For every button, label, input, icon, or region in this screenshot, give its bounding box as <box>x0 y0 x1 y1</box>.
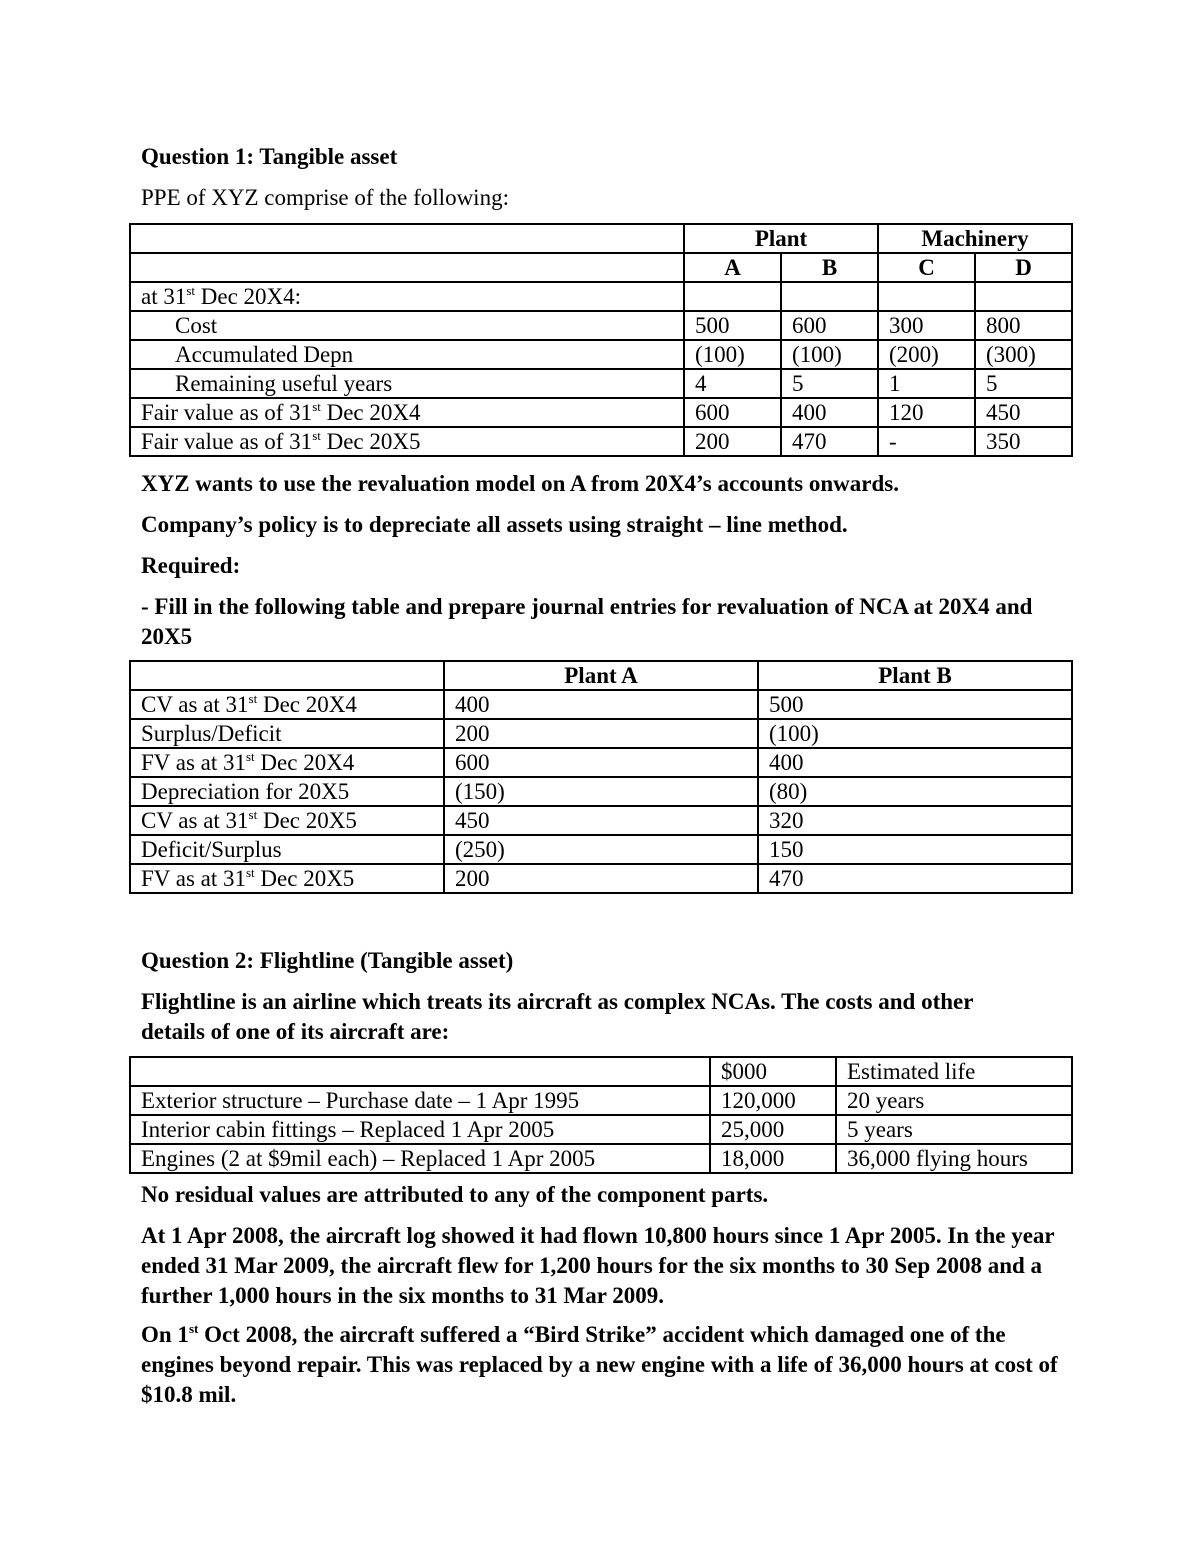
table-row <box>130 690 1072 719</box>
q2-paragraph-bird-strike: On 1st Oct 2008, the aircraft suffered a “Bird Strike” accident which damaged one of the engines beyond repair. This was replaced by a new engine with a life of 36,000 hours at cost of $10.8 mil. <box>141 1321 1058 1407</box>
cell-value: (80) <box>758 777 1072 806</box>
cell-value: 500 <box>758 690 1072 719</box>
q1-title: Question 1: Tangible asset <box>141 144 398 169</box>
empty-cell <box>130 253 684 282</box>
cell-value: 5 <box>781 369 878 398</box>
cell-value: 450 <box>444 806 758 835</box>
col-header-plant-b: Plant B <box>758 661 1072 690</box>
q2-title: Question 2: Flightline (Tangible asset) <box>141 948 514 973</box>
cell-value: 470 <box>758 864 1072 893</box>
col-header-cost: $000 <box>710 1057 836 1086</box>
cell-value: (200) <box>878 340 975 369</box>
cell-value: 300 <box>878 311 975 340</box>
table-row <box>130 1086 1072 1115</box>
cell-value: (100) <box>781 340 878 369</box>
table-row <box>130 1115 1072 1144</box>
cell-value: 5 <box>975 369 1072 398</box>
row-label: CV as at 31st Dec 20X5 <box>130 806 444 835</box>
cell-value: (100) <box>758 719 1072 748</box>
date-label: at 31st Dec 20X4: <box>130 282 684 311</box>
q2-note: No residual values are attributed to any of the component parts. <box>141 1182 769 1207</box>
q1-required-heading: Required: <box>141 553 241 578</box>
col-header-b: B <box>781 253 878 282</box>
row-label: CV as at 31st Dec 20X4 <box>130 690 444 719</box>
cell-value: 120 <box>878 398 975 427</box>
cell-value: 320 <box>758 806 1072 835</box>
row-label: Exterior structure – Purchase date – 1 Apr 1995 <box>130 1086 710 1115</box>
cell-value: 350 <box>975 427 1072 456</box>
cell-value: 500 <box>684 311 781 340</box>
cell-value: 800 <box>975 311 1072 340</box>
table-row <box>130 253 1072 282</box>
cell-value: (100) <box>684 340 781 369</box>
q2-paragraph-flight-hours: At 1 Apr 2008, the aircraft log showed it had flown 10,800 hours since 1 Apr 2005. In the year ended 31 Mar 2009, the aircraft flew for 1,200 hours for the six months to 30 Sep 2008 and a further 1,000 hours in the six months to 31 Mar 2009. <box>141 1223 1055 1308</box>
row-label: Fair value as of 31st Dec 20X4 <box>130 398 684 427</box>
cell-value: 200 <box>444 719 758 748</box>
q1-note-revaluation: XYZ wants to use the revaluation model on A from 20X4’s accounts onwards. <box>141 471 899 496</box>
cell-value: 400 <box>781 398 878 427</box>
row-label: Engines (2 at $9mil each) – Replaced 1 Apr 2005 <box>130 1144 710 1173</box>
cell-value: 150 <box>758 835 1072 864</box>
table-row <box>130 1144 1072 1173</box>
row-label: Fair value as of 31st Dec 20X5 <box>130 427 684 456</box>
cell-value: 1 <box>878 369 975 398</box>
empty-cell <box>878 282 975 311</box>
cell-value: (150) <box>444 777 758 806</box>
table-row <box>130 806 1072 835</box>
table-row <box>130 427 1072 456</box>
q2-intro: Flightline is an airline which treats its aircraft as complex NCAs. The costs and other details of one of its aircraft are: <box>141 989 974 1044</box>
row-label: Remaining useful years <box>130 369 684 398</box>
empty-cell <box>975 282 1072 311</box>
cell-cost: 18,000 <box>710 1144 836 1173</box>
cell-life: 36,000 flying hours <box>836 1144 1072 1173</box>
group-machinery-header: Machinery <box>878 224 1072 253</box>
row-label: Surplus/Deficit <box>130 719 444 748</box>
row-label: Interior cabin fittings – Replaced 1 Apr 2005 <box>130 1115 710 1144</box>
table-row <box>130 719 1072 748</box>
cell-value: (300) <box>975 340 1072 369</box>
col-header-c: C <box>878 253 975 282</box>
empty-cell <box>130 224 684 253</box>
table-row <box>130 777 1072 806</box>
cell-value: 200 <box>444 864 758 893</box>
table-row <box>130 282 1072 311</box>
col-header-d: D <box>975 253 1072 282</box>
cell-value: 600 <box>444 748 758 777</box>
cell-value: 450 <box>975 398 1072 427</box>
cell-value: 470 <box>781 427 878 456</box>
cell-value: - <box>878 427 975 456</box>
row-label: Depreciation for 20X5 <box>130 777 444 806</box>
row-label: FV as at 31st Dec 20X5 <box>130 864 444 893</box>
col-header-plant-a: Plant A <box>444 661 758 690</box>
cell-life: 5 years <box>836 1115 1072 1144</box>
table-row <box>130 224 1072 253</box>
ppe-table <box>129 223 1073 457</box>
empty-cell <box>130 661 444 690</box>
row-label: Cost <box>130 311 684 340</box>
table-row <box>130 369 1072 398</box>
col-header-a: A <box>684 253 781 282</box>
cell-value: 4 <box>684 369 781 398</box>
cell-cost: 25,000 <box>710 1115 836 1144</box>
row-label: Deficit/Surplus <box>130 835 444 864</box>
cell-value: 200 <box>684 427 781 456</box>
empty-cell <box>130 1057 710 1086</box>
empty-cell <box>781 282 878 311</box>
q1-intro: PPE of XYZ comprise of the following: <box>141 185 509 210</box>
aircraft-components-table <box>129 1056 1073 1174</box>
cell-life: 20 years <box>836 1086 1072 1115</box>
table-row <box>130 340 1072 369</box>
q1-task: - Fill in the following table and prepare journal entries for revaluation of NCA at 20X4 and 20X5 <box>141 594 1033 649</box>
cell-cost: 120,000 <box>710 1086 836 1115</box>
cell-value: 600 <box>781 311 878 340</box>
table-row <box>130 1057 1072 1086</box>
col-header-life: Estimated life <box>836 1057 1072 1086</box>
q1-note-policy: Company’s policy is to depreciate all assets using straight – line method. <box>141 512 848 537</box>
cell-value: (250) <box>444 835 758 864</box>
table-row <box>130 748 1072 777</box>
row-label: FV as at 31st Dec 20X4 <box>130 748 444 777</box>
table-row <box>130 311 1072 340</box>
revaluation-table <box>129 660 1073 894</box>
cell-value: 400 <box>444 690 758 719</box>
cell-value: 600 <box>684 398 781 427</box>
empty-cell <box>684 282 781 311</box>
table-row <box>130 398 1072 427</box>
cell-value: 400 <box>758 748 1072 777</box>
table-row <box>130 835 1072 864</box>
row-label: Accumulated Depn <box>130 340 684 369</box>
table-row <box>130 864 1072 893</box>
table-row <box>130 661 1072 690</box>
group-plant-header: Plant <box>684 224 878 253</box>
